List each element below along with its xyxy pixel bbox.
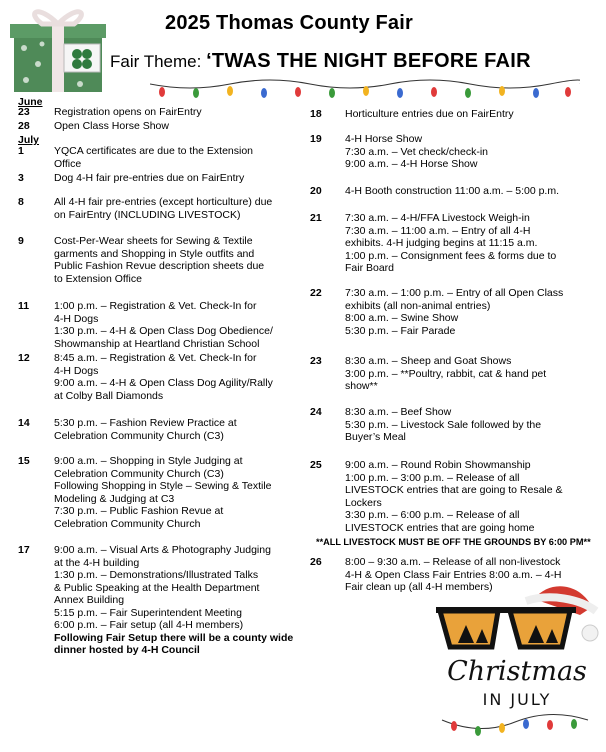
entry-line: Public Fashion Revue description sheets due <box>54 260 265 272</box>
entry-line: Following Shopping in Style – Sewing & Textile <box>54 480 272 492</box>
entry-day: 8 <box>18 196 24 208</box>
entry-line: Office <box>54 157 82 170</box>
entry-line: 5:15 p.m. – Fair Superintendent Meeting <box>54 606 242 619</box>
entry-line: 4-H & Open Class Fair Entries 8:00 a.m. – 4-H <box>345 568 562 581</box>
entry-day: 18 <box>310 108 322 120</box>
entry-day: 20 <box>310 185 322 197</box>
bottom-lights-icon <box>440 712 590 738</box>
entry-day: 23 <box>18 106 30 118</box>
entry-day: 11 <box>18 300 30 312</box>
entry-day: 14 <box>18 417 30 429</box>
entry-line: 8:45 a.m. – Registration & Vet. Check-In for <box>54 352 257 364</box>
entry-line: 9:00 a.m. – Visual Arts & Photography Judging <box>54 544 271 556</box>
fair-theme-label: Fair Theme: <box>110 52 207 71</box>
entry-line: Annex Building <box>54 594 125 606</box>
entry-line: garments and Shopping in Style outfits and <box>54 247 255 260</box>
month-june: June <box>18 96 43 108</box>
entry-line: 6:00 p.m. – Fair setup (all 4-H members) <box>54 619 244 631</box>
entry-day: 22 <box>310 287 322 299</box>
entry-line: show** <box>345 380 378 392</box>
entry-line: exhibits (all non-animal entries) <box>345 299 491 312</box>
entry-line: All 4-H fair pre-entries (except horticulture) due <box>54 196 273 208</box>
entry-day: 24 <box>310 406 322 418</box>
gift-box-clover-icon <box>8 4 108 96</box>
entry-line: 7:30 a.m. – Vet check/check-in <box>345 145 488 158</box>
page-title: 2025 Thomas County Fair <box>165 12 413 34</box>
entry-line: 9:00 a.m. – 4-H & Open Class Dog Agility/Rally <box>54 377 273 389</box>
entry-day: 9 <box>18 235 24 247</box>
entry-line: Celebration Community Church (C3) <box>54 429 224 442</box>
entry-line: dinner hosted by 4-H Council <box>54 644 200 656</box>
entry-line: exhibits. 4-H judging begins at 11:15 a.m. <box>345 237 538 249</box>
fair-theme-value: ‘TWAS THE NIGHT BEFORE FAIR <box>206 50 531 72</box>
entry-line: 8:30 a.m. – Beef Show <box>345 406 452 418</box>
entry-line: LIVESTOCK entries that are going to Resale & <box>345 484 563 496</box>
entry-line: Following Fair Setup there will be a county wide <box>54 631 294 644</box>
entry-line: 7:30 a.m. – 11:00 a.m. – Entry of all 4-H <box>345 224 531 237</box>
entry-line: 5:30 p.m. – Livestock Sale followed by the <box>345 418 542 431</box>
entry-line: Buyer’s Meal <box>345 431 406 443</box>
entry-line: 9:00 a.m. – 4-H Horse Show <box>345 158 478 170</box>
entry-line: 9:00 a.m. – Round Robin Showmanship <box>345 459 531 471</box>
entry-line: 7:30 a.m. – 4-H/FFA Livestock Weigh-in <box>345 212 530 224</box>
entry-line: 3:00 p.m. – **Poultry, rabbit, cat & hand pet <box>345 367 547 380</box>
entry-line: Celebration Community Church <box>54 517 201 530</box>
entry-day: 15 <box>18 455 30 467</box>
entry-line: 9:00 a.m. – Shopping in Style Judging at <box>54 455 243 467</box>
fair-theme <box>110 50 531 73</box>
entry-line: 1:00 p.m. – 3:00 p.m. – Release of all <box>345 471 520 484</box>
entry-line: Dog 4-H fair pre-entries due on FairEntry <box>54 172 245 184</box>
entry-line: 7:30 a.m. – 1:00 p.m. – Entry of all Open Class <box>345 287 564 299</box>
entry-day: 3 <box>18 172 24 184</box>
entry-line: 5:30 p.m. – Fair Parade <box>345 324 456 337</box>
entry-line: 4-H Dogs <box>54 312 99 325</box>
entry-line: Fair clean up (all 4-H members) <box>345 581 493 593</box>
entry-line: 4-H Horse Show <box>345 133 423 145</box>
entry-line: 3:30 p.m. – 6:00 p.m. – Release of all <box>345 509 520 521</box>
string-lights-icon <box>150 78 580 102</box>
entry-line: Registration opens on FairEntry <box>54 106 202 118</box>
entry-day: 28 <box>18 120 30 132</box>
entry-line: Horticulture entries due on FairEntry <box>345 108 514 120</box>
entry-line: & Public Speaking at the Health Department <box>54 581 260 594</box>
entry-line: 8:30 a.m. – Sheep and Goat Shows <box>345 355 512 367</box>
entry-line: 1:30 p.m. – 4-H & Open Class Dog Obedience/ <box>54 325 273 337</box>
entry-line: Fair Board <box>345 262 395 274</box>
entry-line: 4-H Dogs <box>54 364 99 377</box>
entry-line: 4-H Booth construction 11:00 a.m. – 5:00 p.m. <box>345 185 560 197</box>
entry-day: 26 <box>310 556 322 568</box>
entry-line: 5:30 p.m. – Fashion Review Practice at <box>54 417 237 429</box>
entry-line: 1:30 p.m. – Demonstrations/Illustrated Talks <box>54 569 259 581</box>
entry-line: to Extension Office <box>54 272 142 285</box>
entry-day: 12 <box>18 352 30 364</box>
month-july: July <box>18 134 40 146</box>
sunglasses-santa-hat-icon <box>430 585 602 657</box>
entry-day: 23 <box>310 355 322 367</box>
entry-line: Modeling & Judging at C3 <box>54 492 175 505</box>
entry-line: YQCA certificates are due to the Extension <box>54 145 254 157</box>
entry-line: on FairEntry (INCLUDING LIVESTOCK) <box>54 208 241 221</box>
in-july-logo-text: IN JULY <box>482 690 552 709</box>
entry-day: 17 <box>18 544 30 556</box>
christmas-logo-text: Christmas <box>447 656 587 687</box>
entry-day: 1 <box>18 145 24 157</box>
entry-line: Open Class Horse Show <box>54 120 169 132</box>
entry-line: Celebration Community Church (C3) <box>54 467 224 480</box>
entry-day: 21 <box>310 212 322 224</box>
entry-line: Lockers <box>345 496 382 509</box>
entry-day: 25 <box>310 459 322 471</box>
entry-line: Showmanship at Heartland Christian School <box>54 337 260 350</box>
entry-line: at Colby Ball Diamonds <box>54 389 164 402</box>
entry-line: 8:00 – 9:30 a.m. – Release of all non-livestock <box>345 556 561 568</box>
livestock-notice: **ALL LIVESTOCK MUST BE OFF THE GROUNDS BY 6:00 PM** <box>316 537 591 547</box>
entry-line: 1:00 p.m. – Registration & Vet. Check-In for <box>54 300 257 312</box>
entry-line: 1:00 p.m. – Consignment fees & forms due to <box>345 249 557 262</box>
entry-line: LIVESTOCK entries that are going home <box>345 521 535 534</box>
entry-line: 8:00 a.m. – Swine Show <box>345 312 459 324</box>
entry-line: at the 4-H building <box>54 556 140 569</box>
entry-line: 7:30 p.m. – Public Fashion Revue at <box>54 505 224 517</box>
entry-line: Cost-Per-Wear sheets for Sewing & Textile <box>54 235 253 247</box>
entry-day: 19 <box>310 133 322 145</box>
